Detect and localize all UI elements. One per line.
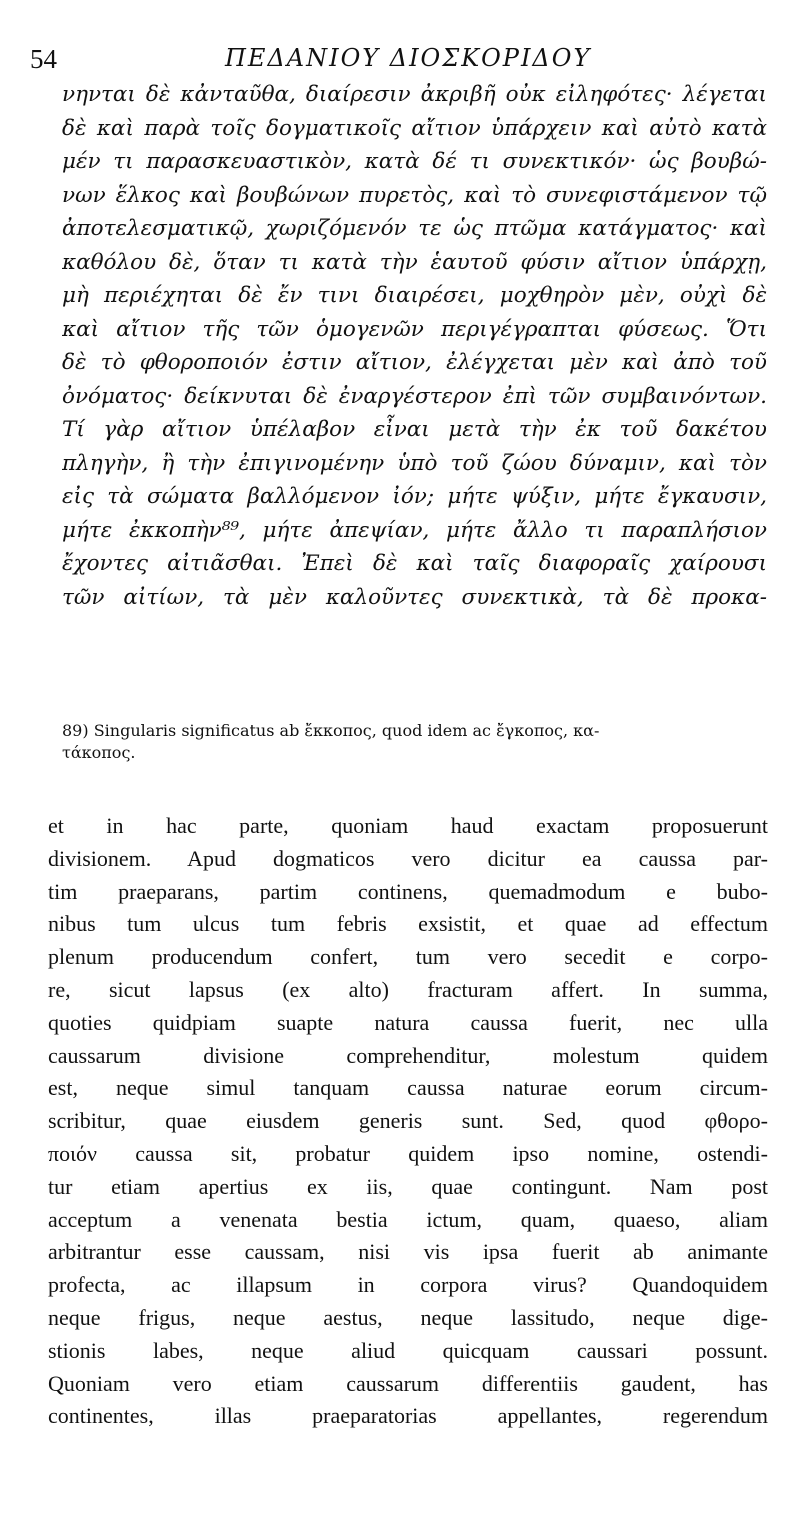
latin-translation-block (48, 810, 768, 1433)
greek-text-line: δὲ τὸ φθοροποιόν ἐστιν αἴτιον, ἐλέγχεται μὲν καὶ ἀπὸ τοῦ (62, 350, 767, 375)
latin-text-line: tim praeparans, partim continens, quemadmodum e bubo- (48, 878, 768, 904)
greek-text-line: δὲ καὶ παρὰ τοῖς δογματικοῖς αἴτιον ὑπάρχειν καὶ αὐτὸ κατὰ (62, 115, 767, 141)
latin-text-line: profecta, ac illapsum in corpora virus? Quandoquidem (48, 1272, 768, 1298)
greek-text-line: ἀποτελεσματικῷ, χωριζόμενόν τε ὡς πτῶμα κατάγματος· καὶ (62, 216, 767, 241)
greek-text-line: ἔχοντες αἰτιᾶσθαι. Ἐπεὶ δὲ καὶ ταῖς διαφοραῖς χαίρουσι (62, 551, 767, 576)
latin-text-line: tur etiam apertius ex iis, quae contingunt. Nam post (48, 1173, 768, 1199)
latin-text-line: plenum producendum confert, tum vero secedit e corpo- (48, 944, 768, 970)
greek-text-line: ὀνόματος· δείκνυται δὲ ἐναργέστερον ἐπὶ τῶν συμβαινόντων. (62, 383, 767, 409)
latin-text-line: et in hac parte, quoniam haud exactam proposuerunt (48, 813, 768, 838)
greek-text-line: εἰς τὰ σώματα βαλλόμενον ἰόν; μήτε ψύξιν, μήτε ἔγκαυσιν, (62, 484, 767, 509)
latin-text-line: scribitur, quae eiusdem generis sunt. Sed, quod φθορο- (48, 1108, 768, 1134)
footnote-line: τάκοπος. (62, 743, 136, 762)
latin-text-line: quoties quidpiam suapte natura caussa fuerit, nec ulla (48, 1009, 768, 1035)
latin-text-line: stionis labes, neque aliud quicquam caussari possunt. (48, 1337, 768, 1363)
greek-text-line: Τί γὰρ αἴτιον ὑπέλαβον εἶναι μετὰ τὴν ἐκ τοῦ δακέτου (62, 417, 767, 442)
page-number: 54 (30, 44, 57, 74)
latin-text-line: ποιόν caussa sit, probatur quidem ipso nomine, ostendi- (48, 1140, 768, 1166)
footnote (62, 720, 767, 764)
latin-text-line: Quoniam vero etiam caussarum differentiis gaudent, has (48, 1370, 768, 1396)
footnote-line: 89) Singularis significatus ab ἔκκοπος, quod idem ac ἔγκοπος, κα- (62, 721, 600, 740)
latin-text-line: est, neque simul tanquam caussa naturae eorum circum- (48, 1075, 768, 1101)
greek-text-line: νων ἕλκος καὶ βουβώνων πυρετὸς, καὶ τὸ συνεφιστάμενον τῷ (62, 182, 767, 208)
latin-text-line: arbitrantur esse caussam, nisi vis ipsa fuerit ab animante (48, 1239, 768, 1265)
greek-text-block (62, 78, 767, 614)
greek-text-line: τῶν αἰτίων, τὰ μὲν καλοῦντες συνεκτικὰ, τὰ δὲ προκα- (62, 584, 767, 610)
greek-text-line: καὶ αἴτιον τῆς τῶν ὁμογενῶν περιγέγραπται φύσεως. Ὅτι (62, 316, 767, 342)
running-head: ΠΕΔΑΝΙΟΥ ΔΙΟΣΚΟΡΙΔΟΥ (225, 44, 592, 72)
greek-text-line: μέν τι παρασκευαστικὸν, κατὰ δέ τι συνεκτικόν· ὡς βουβώ- (62, 149, 767, 174)
greek-text-line: νηνται δὲ κἀνταῦθα, διαίρεσιν ἀκριβῆ οὐκ εἰληφότες· λέγεται (62, 82, 767, 107)
latin-text-line: continentes, illas praeparatorias appellantes, regerendum (48, 1403, 768, 1429)
greek-text-line: πληγὴν, ἢ τὴν ἐπιγινομένην ὑπὸ τοῦ ζώου δύναμιν, καὶ τὸν (62, 450, 767, 476)
latin-text-line: nibus tum ulcus tum febris exsistit, et quae ad effectum (48, 911, 768, 937)
latin-text-line: caussarum divisione comprehenditur, molestum quidem (48, 1042, 768, 1068)
greek-text-line: μὴ περιέχηται δὲ ἔν τινι διαιρέσει, μοχθηρὸν μὲν, οὐχὶ δὲ (62, 283, 767, 308)
latin-text-line: neque frigus, neque aestus, neque lassitudo, neque dige- (48, 1304, 768, 1330)
latin-text-line: acceptum a venenata bestia ictum, quam, quaeso, aliam (48, 1206, 768, 1232)
greek-text-line: μήτε ἐκκοπὴν⁸⁹, μήτε ἀπεψίαν, μήτε ἄλλο τι παραπλήσιον (62, 517, 767, 543)
latin-text-line: divisionem. Apud dogmaticos vero dicitur ea caussa par- (48, 845, 768, 871)
latin-text-line: re, sicut lapsus (ex alto) fracturam affert. In summa, (48, 976, 768, 1002)
greek-text-line: καθόλου δὲ, ὅταν τι κατὰ τὴν ἑαυτοῦ φύσιν αἴτιον ὑπάρχῃ, (62, 249, 767, 275)
